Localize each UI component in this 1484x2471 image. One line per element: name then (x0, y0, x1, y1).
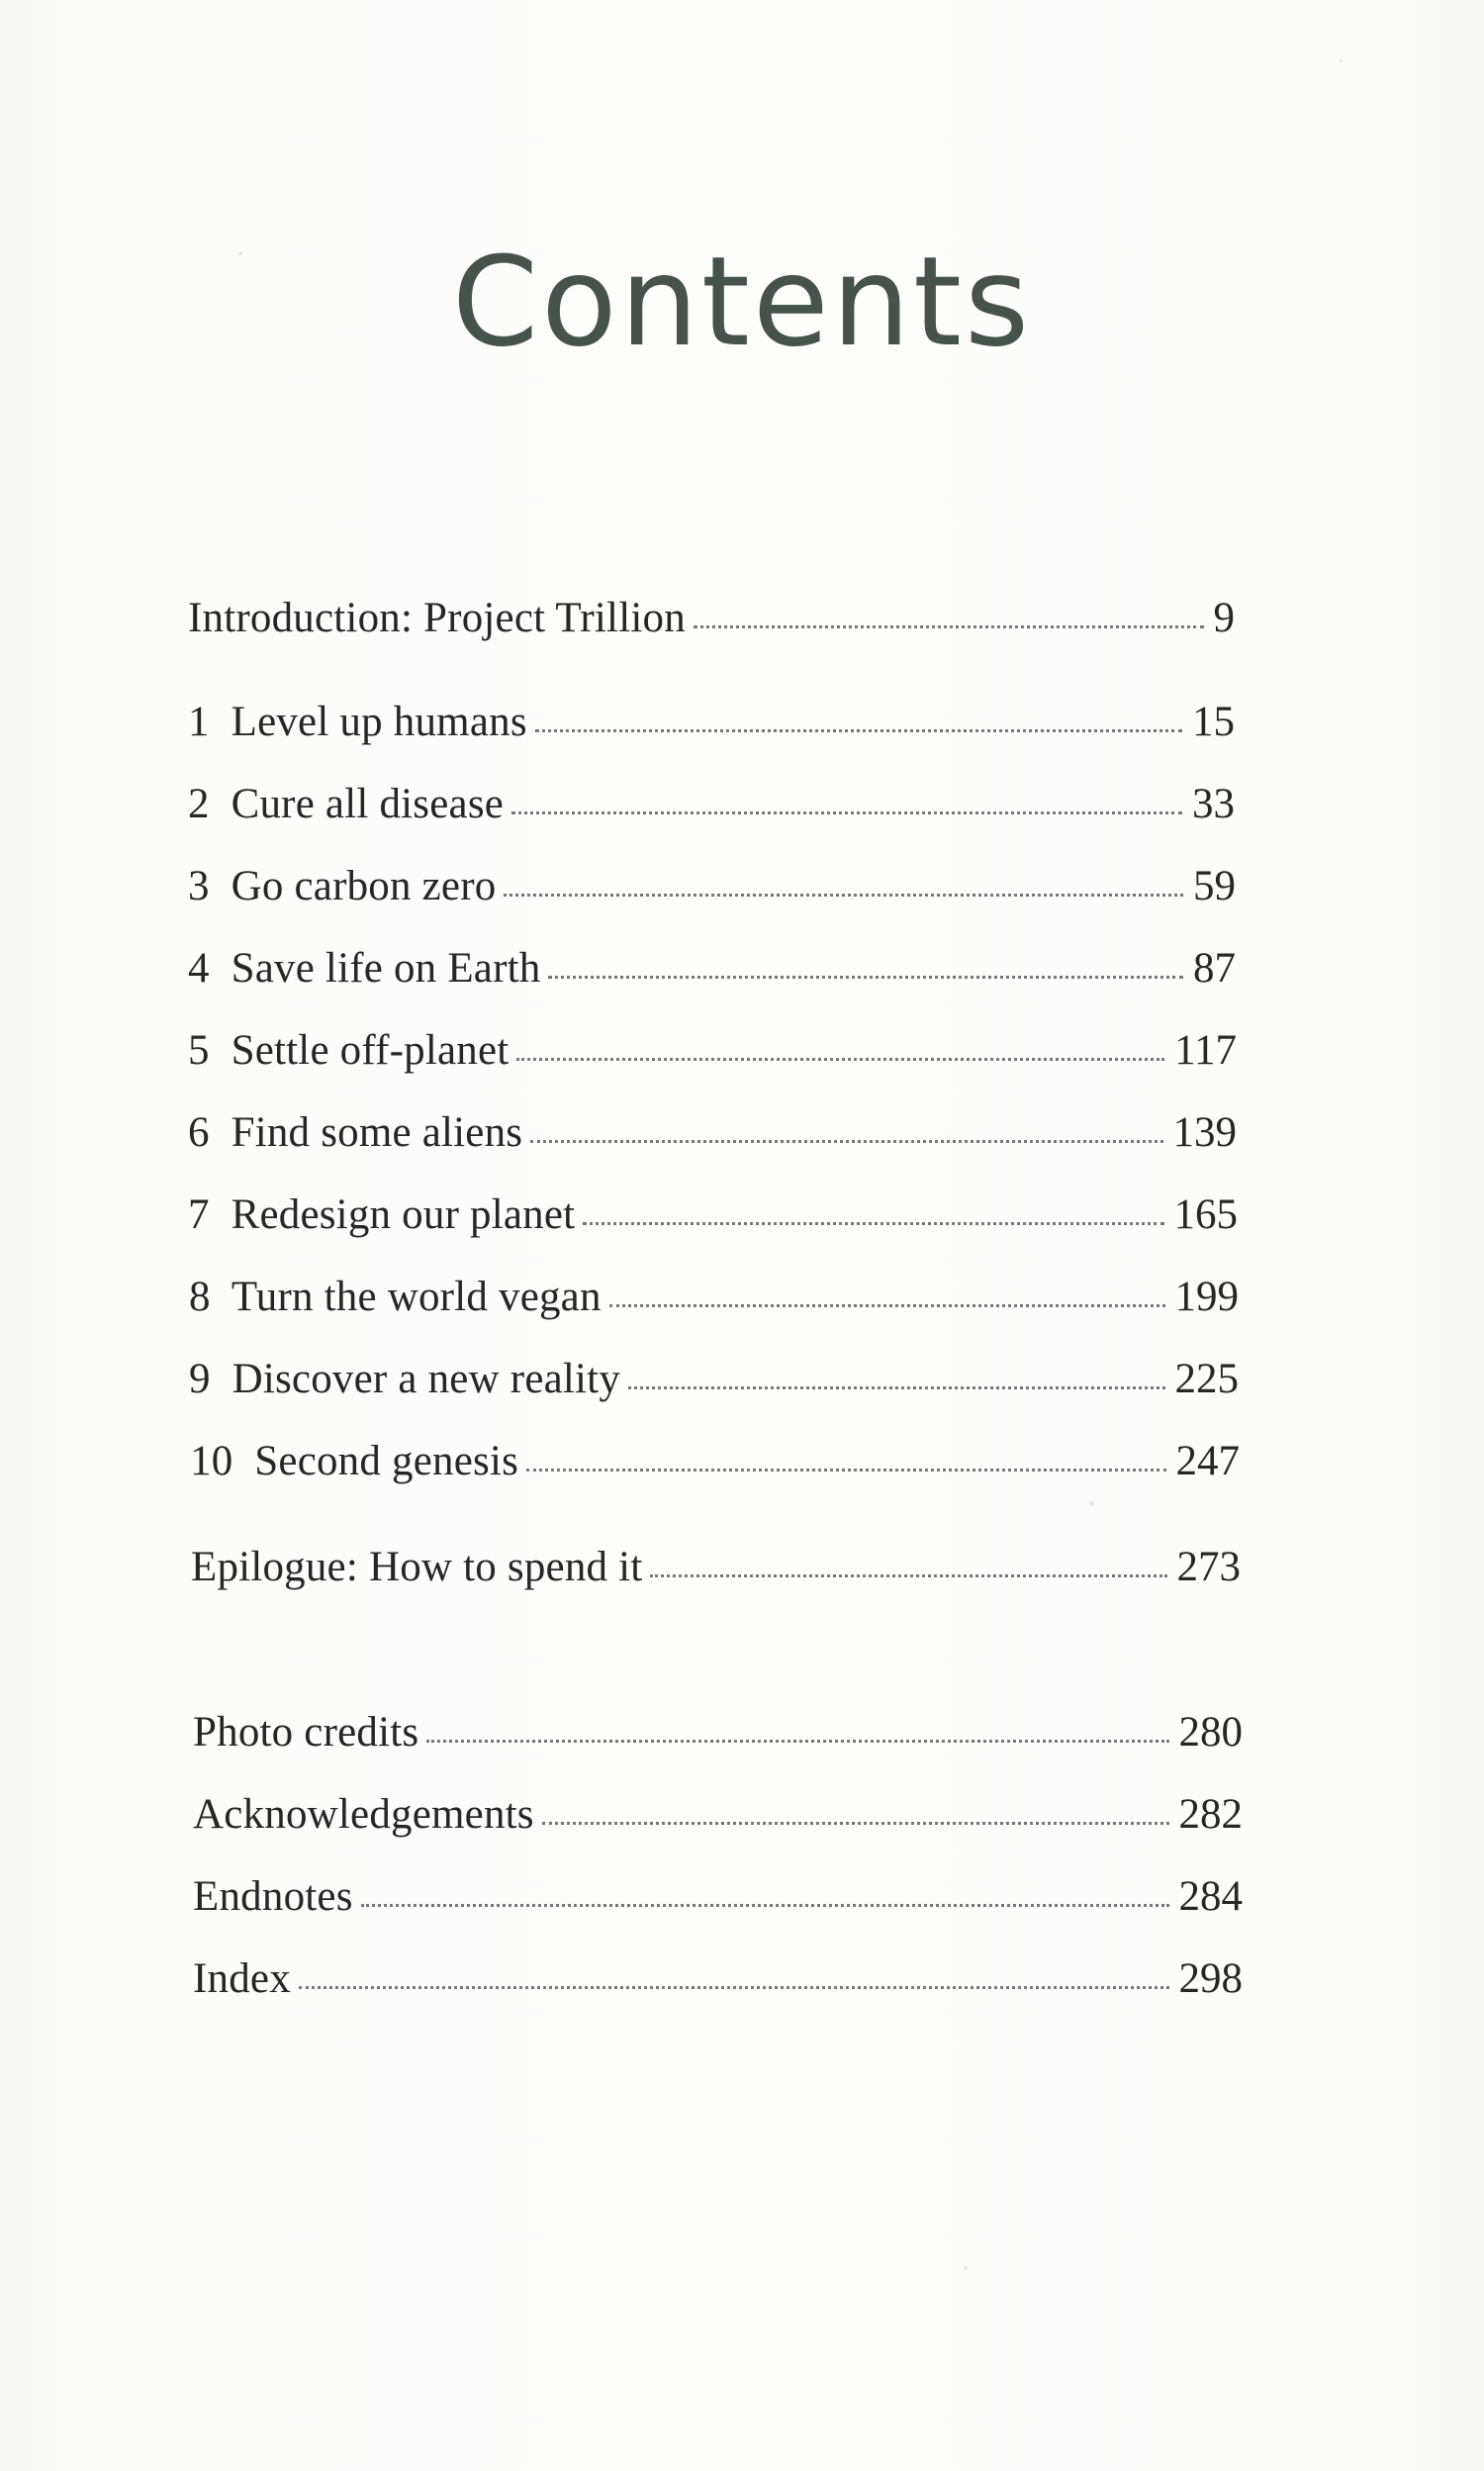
toc-page-number: 280 (1178, 1709, 1243, 1756)
dot-leader (628, 1386, 1164, 1389)
dot-leader (299, 1986, 1169, 1989)
toc-entry-title: 8 Turn the world vegan (189, 1274, 602, 1320)
toc-entry-index[interactable] (193, 1949, 1243, 2009)
dot-leader (694, 625, 1204, 628)
toc-entry-title: Epilogue: How to spend it (191, 1544, 643, 1590)
toc-entry-chapter-1[interactable] (188, 693, 1235, 752)
toc-entry-title: 6 Find some aliens (188, 1109, 523, 1156)
toc-entry-chapter-10[interactable] (190, 1432, 1240, 1491)
toc-page-number: 59 (1193, 863, 1236, 909)
dot-leader (361, 1904, 1169, 1907)
toc-page-number: 33 (1192, 781, 1235, 827)
toc-page-number: 247 (1175, 1438, 1240, 1484)
dot-leader (542, 1822, 1169, 1825)
toc-page-number: 282 (1178, 1791, 1243, 1838)
dot-leader (530, 1140, 1162, 1143)
toc-page-number: 273 (1176, 1544, 1241, 1590)
toc-entry-introduction[interactable] (188, 589, 1235, 648)
toc-entry-title: Photo credits (193, 1709, 419, 1756)
toc-entry-chapter-9[interactable] (189, 1350, 1239, 1409)
toc-entry-title: Endnotes (193, 1873, 353, 1920)
toc-entry-title: 5 Settle off-planet (188, 1027, 510, 1074)
toc-page-number: 139 (1172, 1109, 1237, 1156)
toc-page-number: 117 (1174, 1027, 1237, 1074)
dot-leader (650, 1574, 1166, 1577)
toc-entry-title: Introduction: Project Trillion (188, 595, 686, 641)
dot-leader (583, 1222, 1163, 1225)
toc-page-number: 87 (1193, 945, 1236, 992)
toc-page-number: 15 (1192, 699, 1235, 745)
toc-entry-title: 2 Cure all disease (188, 781, 505, 827)
dot-leader (548, 976, 1183, 979)
toc-page-number: 199 (1174, 1274, 1239, 1320)
toc-entry-acknowledgements[interactable] (193, 1785, 1243, 1845)
toc-page-number: 284 (1178, 1873, 1243, 1920)
toc-entry-endnotes[interactable] (193, 1867, 1243, 1927)
toc-entry-title: 1 Level up humans (188, 699, 527, 745)
dot-leader (504, 894, 1183, 897)
toc-entry-title: Index (193, 1955, 291, 2002)
toc-entry-epilogue[interactable] (191, 1538, 1241, 1597)
dot-leader (609, 1304, 1165, 1307)
page-title: Contents (451, 231, 1033, 374)
toc-entry-title: 9 Discover a new reality (189, 1356, 621, 1402)
dot-leader (511, 811, 1182, 814)
toc-entry-title: 4 Save life on Earth (188, 945, 541, 992)
toc-entry-chapter-8[interactable] (189, 1268, 1239, 1327)
toc-entry-chapter-5[interactable] (188, 1021, 1237, 1081)
toc-entry-title: Acknowledgements (193, 1791, 534, 1838)
toc-page-number: 165 (1173, 1191, 1238, 1238)
dot-leader (516, 1058, 1164, 1061)
toc-entry-title: 7 Redesign our planet (188, 1191, 576, 1238)
dot-leader (426, 1740, 1168, 1743)
toc-entry-photo-credits[interactable] (193, 1703, 1243, 1762)
toc-entry-chapter-2[interactable] (188, 775, 1235, 834)
dot-leader (526, 1469, 1165, 1472)
toc-entry-chapter-7[interactable] (188, 1186, 1238, 1245)
toc-entry-title: 10 Second genesis (190, 1438, 519, 1484)
toc-page-number: 225 (1174, 1356, 1239, 1402)
toc-entry-chapter-3[interactable] (188, 857, 1236, 916)
toc-page-number: 9 (1213, 595, 1235, 641)
toc-entry-title: 3 Go carbon zero (188, 863, 497, 909)
dot-leader (535, 729, 1182, 732)
toc-page-number: 298 (1178, 1955, 1243, 2002)
toc-entry-chapter-4[interactable] (188, 939, 1236, 998)
toc-entry-chapter-6[interactable] (188, 1103, 1237, 1163)
